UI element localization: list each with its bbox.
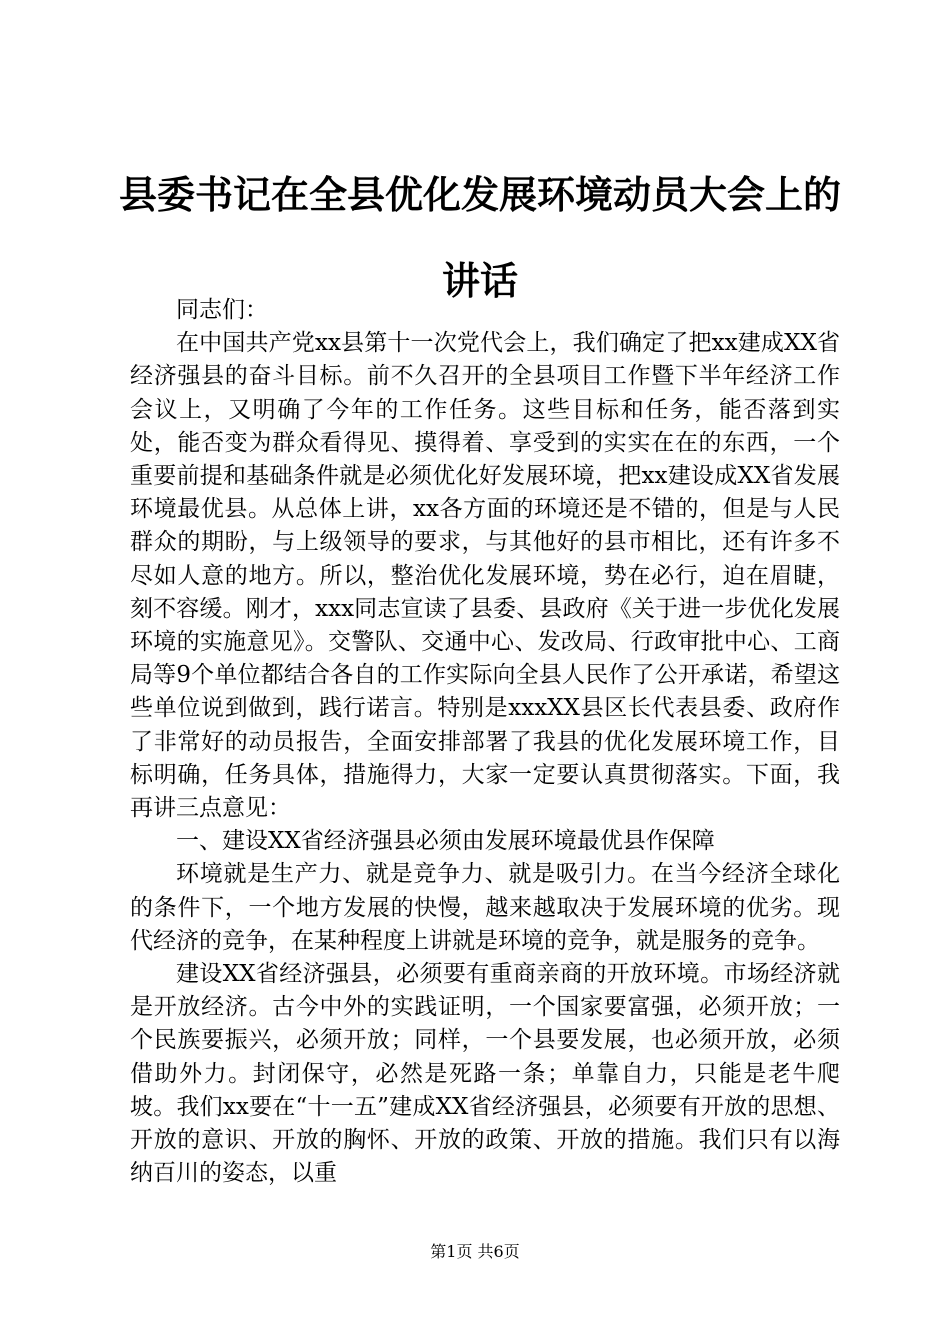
salutation: 同志们： [176, 297, 268, 323]
document-body [130, 294, 840, 1190]
section-heading: 一、建设XX省经济强县必须由发展环境最优县作保障 [176, 828, 715, 855]
page-footer [0, 1242, 950, 1262]
page-number: 第1页 共6页 [430, 1242, 520, 1261]
paragraph: 建设XX省经济强县，必须要有重商亲商的开放环境。市场经济就是开放经济。古今中外的实践证明，一个国家要富强，必须开放；一个民族要振兴，必须开放；同样，一个县要发展，也必须开放，必须借助外力。封闭保守，必然是死路一条；单靠自力，只能是老牛爬坡。我们xx要在“十一五”建成XX省经济强县，必须要有开放的思想、开放的意识、开放的胸怀、开放的政策、开放的措施。我们只有以海纳百川的姿态，以重 [130, 961, 840, 1187]
document-title: 县委书记在全县优化发展环境动员大会上的讲话 [118, 172, 841, 303]
paragraph: 环境就是生产力、就是竞争力、就是吸引力。在当今经济全球化的条件下，一个地方发展的快慢，越来越取决于发展环境的优劣。现代经济的竞争，在某种程度上讲就是环境的竞争，就是服务的竞争。 [130, 861, 840, 954]
paragraph: 在中国共产党xx县第十一次党代会上，我们确定了把xx建成XX省经济强县的奋斗目标。前不久召开的全县项目工作暨下半年经济工作会议上，又明确了今年的工作任务。这些目标和任务，能否落到实处，能否变为群众看得见、摸得着、享受到的实实在在的东西，一个重要前提和基础条件就是必须优化好发展环境，把xx建设成XX省发展环境最优县。从总体上讲，xx各方面的环境还是不错的，但是与人民群众的期盼，与上级领导的要求，与其他好的县市相比，还有许多不尽如人意的地方。所以，整治优化发展环境，势在必行，迫在眉睫，刻不容缓。刚才，xxx同志宣读了县委、县政府《关于进一步优化发展环境的实施意见》。交警队、交通中心、发改局、行政审批中心、工商局等9个单位都结合各自的工作实际向全县人民作了公开承诺，希望这些单位说到做到，践行诺言。特别是xxxXX县区长代表县委、政府作了非常好的动员报告，全面安排部署了我县的优化发展环境工作，目标明确，任务具体，措施得力，大家一定要认真贯彻落实。下面，我再讲三点意见： [130, 330, 840, 822]
